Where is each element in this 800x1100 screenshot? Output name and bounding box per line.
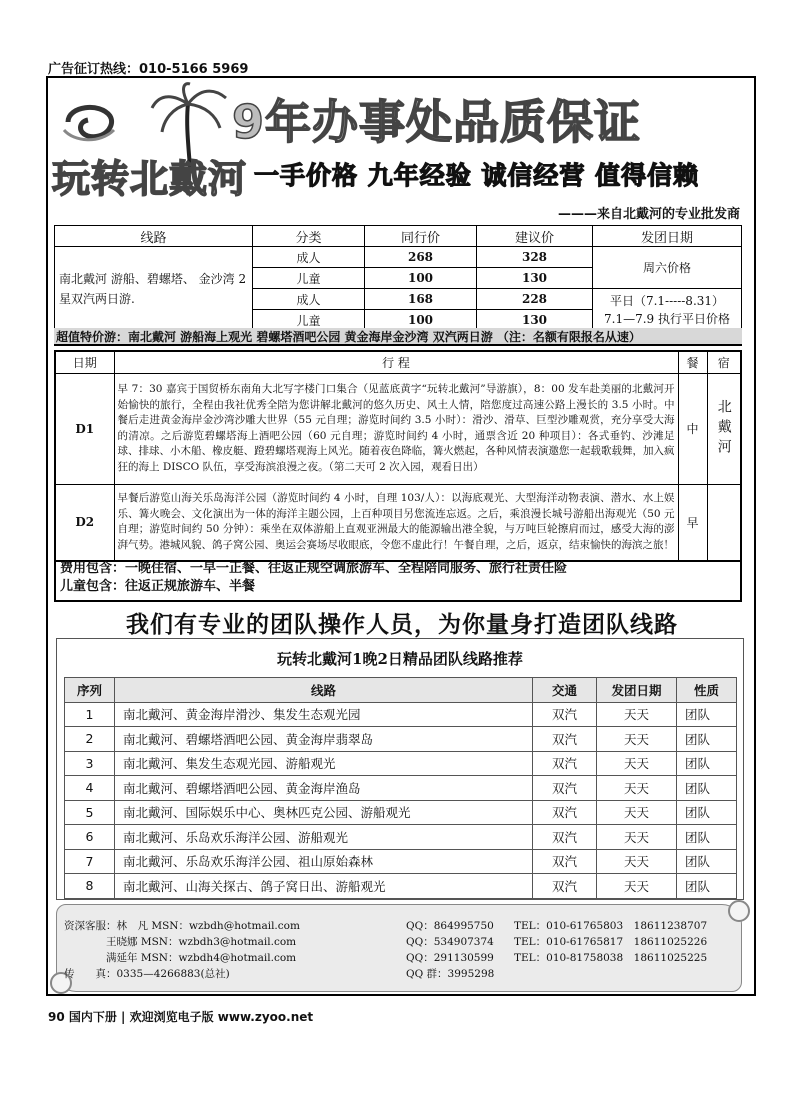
- contact-row: [64, 950, 734, 966]
- row-traffic: 双汽: [533, 751, 597, 776]
- brand-name: 玩转北戴河: [52, 157, 248, 201]
- price-table: [54, 225, 742, 331]
- contact-name-msn: 王晓娜 MSN：wzbdh3@hotmail.com: [64, 936, 297, 948]
- recommend-title: 玩转北戴河1晚2日精品团队线路推荐: [277, 650, 523, 668]
- day-label: D1: [55, 373, 114, 484]
- contact-qq-group: QQ 群：3995298: [406, 968, 495, 980]
- row-route: 南北戴河、碧螺塔酒吧公园、黄金海岸翡翠岛: [115, 727, 533, 752]
- fee-child: 儿童包含：往返正规旅游车、半餐: [60, 579, 256, 594]
- peer-price-cell: 100: [365, 310, 477, 331]
- page-footer: 90 国内下册 | 欢迎浏览电子版 www.zyoo.net: [48, 1010, 314, 1024]
- contact-row: [64, 918, 734, 934]
- col-date: 发团日期: [597, 678, 677, 703]
- row-route: 南北戴河、国际娱乐中心、奥林匹克公园、游船观光: [115, 800, 533, 825]
- table-row: [65, 849, 737, 874]
- contact-tel: TEL：010-61765817 18611025226: [514, 936, 708, 948]
- contact-tel: TEL：010-81758038 18611025225: [514, 952, 708, 964]
- peer-price-cell: 268: [365, 247, 477, 268]
- peer-price-cell: 168: [365, 289, 477, 310]
- col-kind: 性质: [677, 678, 737, 703]
- row-kind: 团队: [677, 849, 737, 874]
- team-headline: 我们有专业的团队操作人员，为你量身打造团队线路: [126, 612, 678, 638]
- row-no: 7: [65, 849, 115, 874]
- table-row: [65, 702, 737, 727]
- day-meal: 早: [678, 484, 707, 561]
- day-stay: [707, 484, 741, 561]
- table-row: [65, 825, 737, 850]
- type-cell: 成人: [253, 289, 365, 310]
- row-date: 天天: [597, 874, 677, 899]
- price-table-header: [55, 226, 742, 247]
- contact-row: [64, 934, 734, 950]
- peer-price-cell: 100: [365, 268, 477, 289]
- contact-list: [64, 918, 734, 982]
- row-date: 天天: [597, 776, 677, 801]
- type-cell: 儿童: [253, 310, 365, 331]
- row-traffic: 双汽: [533, 849, 597, 874]
- row-route: 南北戴河、碧螺塔酒吧公园、黄金海岸渔岛: [115, 776, 533, 801]
- itinerary-table: [54, 350, 742, 562]
- row-no: 6: [65, 825, 115, 850]
- tagline: 一手价格 九年经验 诚信经营 值得信赖: [254, 161, 700, 190]
- contact-tel: TEL：010-61765803 18611238707: [514, 920, 708, 932]
- row-no: 3: [65, 751, 115, 776]
- fee-includes: [54, 560, 742, 602]
- row-traffic: 双汽: [533, 825, 597, 850]
- fee-adult: 费用包含：一晚住宿、一早一正餐、往返正规空调旅游车、全程陪同服务、旅行社责任险: [60, 561, 568, 576]
- row-no: 2: [65, 727, 115, 752]
- row-date: 天天: [597, 751, 677, 776]
- col-plan: 行 程: [114, 351, 678, 373]
- col-route: 线路: [55, 226, 253, 247]
- table-row: [65, 800, 737, 825]
- contact-fax: 传 真：0335—4266883(总社): [64, 968, 230, 980]
- day-description: 早餐后游览山海关乐岛海洋公园（游览时间约 4 小时，自理 103/人）：以海底观光、大型海洋动物表演、潜水、水上娱乐、篝火晚会、文化演出为一体的海洋主题公园，上百种项目另您流连忘返。之后，乘浪漫长城号游船出海观光（50 元自理；游览时间约 50 分钟）：乘坐在双体游船上直观亚洲最大的能源输出港全貌，与万吨巨轮擦肩而过，感受大海的澎湃气势。港城风貌、鸽子窝公园、奥运会赛场尽收眼底，令您不虚此行！午餐自理，之后，返京，结束愉快的海滨之旅！: [114, 484, 678, 561]
- day-description: 早 7：30 嘉宾于国贸桥东南角大北写字楼门口集合（见蓝底黄字“玩转北戴河”导游旗），8：00 发车赴美丽的北戴河开始愉快的旅行，全程由我社优秀全陪为您讲解北戴河的悠久历史、风土人情，陪您度过高速公路上漫长的 3.5 小时。中餐后走进黄金海岸金沙湾沙雕大世界（55 元自理；游览时间约 3.5 小时）：滑沙、滑草、巨型沙雕观赏，充分享受大海的清凉。之后游览碧螺塔海上酒吧公园（60 元自理；游览时间约 4 小时，通票含近 20 种项目）：各式垂钓、沙滩足球、排球、小木船、橡皮艇、蹬碧螺塔观海上风光。随着夜色降临，篝火燃起，各种风情表演邀您一起载歌载舞，加入疯狂的海上 DISCO 队伍，享受海滨浪漫之夜。（第二天可 2 次入园，观看日出）: [114, 373, 678, 484]
- contact-qq: QQ：864995750: [406, 920, 494, 932]
- itinerary-header: [55, 351, 741, 373]
- row-date: 天天: [597, 727, 677, 752]
- row-kind: 团队: [677, 825, 737, 850]
- col-date: 发团日期: [593, 226, 742, 247]
- col-peer-price: 同行价: [365, 226, 477, 247]
- recommend-table: [64, 677, 737, 899]
- row-date: 天天: [597, 849, 677, 874]
- contact-row: [64, 966, 734, 982]
- row-traffic: 双汽: [533, 874, 597, 899]
- row-traffic: 双汽: [533, 776, 597, 801]
- special-offer-bar: 超值特价游：南北戴河 游船海上观光 碧螺塔酒吧公园 黄金海岸金沙湾 双汽两日游 （注：名额有限报名从速）: [54, 328, 742, 346]
- row-route: 南北戴河、乐岛欢乐海洋公园、祖山原始森林: [115, 849, 533, 874]
- col-meal: 餐: [678, 351, 707, 373]
- type-cell: 成人: [253, 247, 365, 268]
- table-row: [65, 751, 737, 776]
- row-kind: 团队: [677, 874, 737, 899]
- row-kind: 团队: [677, 776, 737, 801]
- row-no: 1: [65, 702, 115, 727]
- contact-qq: QQ：291130599: [406, 952, 494, 964]
- date-cell: [593, 289, 742, 331]
- table-row: [65, 874, 737, 899]
- row-kind: 团队: [677, 800, 737, 825]
- col-route: 线路: [115, 678, 533, 703]
- day-label: D2: [55, 484, 114, 561]
- suggest-price-cell: 228: [477, 289, 593, 310]
- table-row: [65, 727, 737, 752]
- row-no: 5: [65, 800, 115, 825]
- row-route: 南北戴河、集发生态观光园、游船观光: [115, 751, 533, 776]
- contact-qq: QQ：534907374: [406, 936, 494, 948]
- day-stay: 北戴河: [707, 373, 741, 484]
- row-no: 4: [65, 776, 115, 801]
- swirl-logo-icon: [60, 100, 118, 144]
- recommend-header: [65, 678, 737, 703]
- row-traffic: 双汽: [533, 702, 597, 727]
- ad-hotline: 广告征订热线：010-5166 5969: [48, 62, 249, 77]
- suggest-price-cell: 328: [477, 247, 593, 268]
- col-day: 日期: [55, 351, 114, 373]
- col-type: 分类: [253, 226, 365, 247]
- row-route: 南北戴河、黄金海岸滑沙、集发生态观光园: [115, 702, 533, 727]
- itinerary-day-1: [55, 373, 741, 484]
- date-cell: 周六价格: [593, 247, 742, 289]
- table-row: [55, 247, 742, 268]
- itinerary-day-2: [55, 484, 741, 561]
- col-stay: 宿: [707, 351, 741, 373]
- subtitle: ———来自北戴河的专业批发商: [557, 207, 740, 222]
- date-weekday-note: 7.1—7.9 执行平日价格: [604, 311, 730, 326]
- row-no: 8: [65, 874, 115, 899]
- row-date: 天天: [597, 825, 677, 850]
- col-suggest-price: 建议价: [477, 226, 593, 247]
- col-no: 序列: [65, 678, 115, 703]
- row-kind: 团队: [677, 727, 737, 752]
- suggest-price-cell: 130: [477, 310, 593, 331]
- row-route: 南北戴河、山海关探古、鸽子窝日出、游船观光: [115, 874, 533, 899]
- day-meal: 中: [678, 373, 707, 484]
- table-row: [65, 776, 737, 801]
- row-traffic: 双汽: [533, 727, 597, 752]
- row-date: 天天: [597, 702, 677, 727]
- row-kind: 团队: [677, 751, 737, 776]
- suggest-price-cell: 130: [477, 268, 593, 289]
- slogan-title: 9年办事处品质保证: [232, 95, 642, 149]
- row-kind: 团队: [677, 702, 737, 727]
- contact-name-msn: 满延年 MSN：wzbdh4@hotmail.com: [64, 952, 297, 964]
- col-traffic: 交通: [533, 678, 597, 703]
- date-weekday-range: 平日（7.1-----8.31）: [609, 293, 725, 308]
- row-date: 天天: [597, 800, 677, 825]
- contact-name-msn: 资深客服：林 凡 MSN：wzbdh@hotmail.com: [64, 920, 300, 932]
- type-cell: 儿童: [253, 268, 365, 289]
- route-cell: 南北戴河 游船、碧螺塔、 金沙湾 2星双汽两日游.: [55, 247, 253, 331]
- row-traffic: 双汽: [533, 800, 597, 825]
- row-route: 南北戴河、乐岛欢乐海洋公园、游船观光: [115, 825, 533, 850]
